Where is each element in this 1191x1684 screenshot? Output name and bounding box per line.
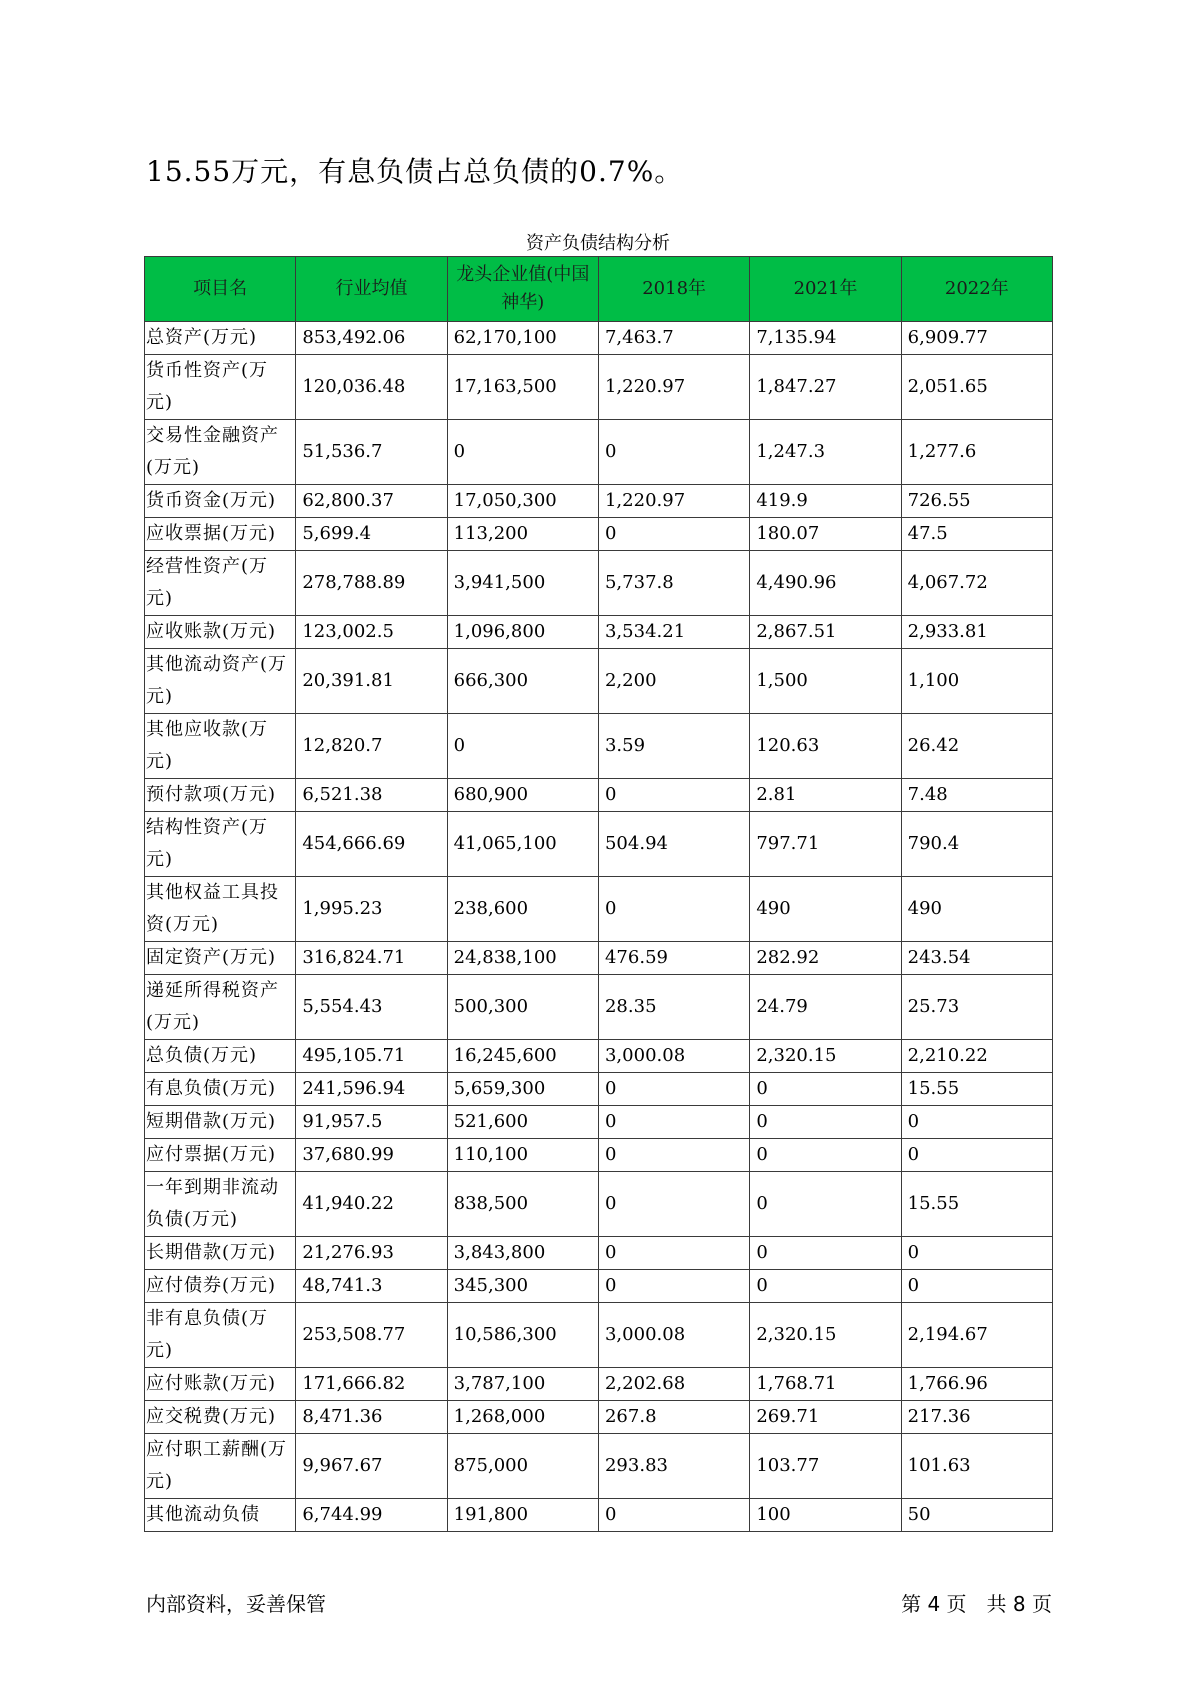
value-cell: 17,163,500 <box>447 355 598 420</box>
value-cell: 2,200 <box>598 649 749 714</box>
value-cell: 0 <box>750 1237 901 1270</box>
value-cell: 0 <box>901 1270 1052 1303</box>
value-cell: 15.55 <box>901 1073 1052 1106</box>
value-cell: 4,067.72 <box>901 551 1052 616</box>
value-cell: 500,300 <box>447 975 598 1040</box>
row-label: 经营性资产(万元) <box>145 551 296 616</box>
value-cell: 62,170,100 <box>447 322 598 355</box>
row-label: 应付账款(万元) <box>145 1368 296 1401</box>
value-cell: 0 <box>598 420 749 485</box>
value-cell: 2,933.81 <box>901 616 1052 649</box>
value-cell: 7,135.94 <box>750 322 901 355</box>
value-cell: 21,276.93 <box>296 1237 447 1270</box>
table-row <box>145 518 1053 551</box>
value-cell: 16,245,600 <box>447 1040 598 1073</box>
value-cell: 490 <box>901 877 1052 942</box>
value-cell: 41,065,100 <box>447 812 598 877</box>
value-cell: 5,554.43 <box>296 975 447 1040</box>
value-cell: 726.55 <box>901 485 1052 518</box>
value-cell: 2.81 <box>750 779 901 812</box>
value-cell: 1,100 <box>901 649 1052 714</box>
value-cell: 180.07 <box>750 518 901 551</box>
value-cell: 103.77 <box>750 1434 901 1499</box>
table-header-row <box>145 257 1053 322</box>
value-cell: 243.54 <box>901 942 1052 975</box>
value-cell: 24.79 <box>750 975 901 1040</box>
value-cell: 101.63 <box>901 1434 1052 1499</box>
table-row <box>145 1172 1053 1237</box>
balance-sheet-table <box>144 256 1053 1532</box>
row-label: 固定资产(万元) <box>145 942 296 975</box>
value-cell: 7.48 <box>901 779 1052 812</box>
footer-confidential-note: 内部资料，妥善保管 <box>146 1592 326 1616</box>
table-row <box>145 877 1053 942</box>
row-label: 应收账款(万元) <box>145 616 296 649</box>
table-row <box>145 779 1053 812</box>
value-cell: 17,050,300 <box>447 485 598 518</box>
row-label: 应付债券(万元) <box>145 1270 296 1303</box>
header-cell: 2022年 <box>901 257 1052 322</box>
value-cell: 1,220.97 <box>598 485 749 518</box>
value-cell: 3,534.21 <box>598 616 749 649</box>
value-cell: 113,200 <box>447 518 598 551</box>
value-cell: 666,300 <box>447 649 598 714</box>
table-row <box>145 1073 1053 1106</box>
table-row <box>145 812 1053 877</box>
row-label: 有息负债(万元) <box>145 1073 296 1106</box>
value-cell: 0 <box>901 1106 1052 1139</box>
table-row <box>145 1139 1053 1172</box>
header-cell: 2021年 <box>750 257 901 322</box>
value-cell: 51,536.7 <box>296 420 447 485</box>
value-cell: 217.36 <box>901 1401 1052 1434</box>
value-cell: 12,820.7 <box>296 714 447 779</box>
value-cell: 9,967.67 <box>296 1434 447 1499</box>
value-cell: 1,768.71 <box>750 1368 901 1401</box>
value-cell: 2,210.22 <box>901 1040 1052 1073</box>
value-cell: 2,202.68 <box>598 1368 749 1401</box>
value-cell: 241,596.94 <box>296 1073 447 1106</box>
value-cell: 5,659,300 <box>447 1073 598 1106</box>
table-row <box>145 1401 1053 1434</box>
value-cell: 345,300 <box>447 1270 598 1303</box>
value-cell: 120,036.48 <box>296 355 447 420</box>
value-cell: 2,867.51 <box>750 616 901 649</box>
value-cell: 0 <box>598 518 749 551</box>
table-row <box>145 1270 1053 1303</box>
value-cell: 0 <box>598 1237 749 1270</box>
value-cell: 2,320.15 <box>750 1303 901 1368</box>
value-cell: 495,105.71 <box>296 1040 447 1073</box>
value-cell: 15.55 <box>901 1172 1052 1237</box>
value-cell: 8,471.36 <box>296 1401 447 1434</box>
value-cell: 875,000 <box>447 1434 598 1499</box>
value-cell: 1,766.96 <box>901 1368 1052 1401</box>
value-cell: 7,463.7 <box>598 322 749 355</box>
value-cell: 123,002.5 <box>296 616 447 649</box>
row-label: 交易性金融资产(万元) <box>145 420 296 485</box>
value-cell: 521,600 <box>447 1106 598 1139</box>
value-cell: 26.42 <box>901 714 1052 779</box>
value-cell: 3,941,500 <box>447 551 598 616</box>
value-cell: 1,220.97 <box>598 355 749 420</box>
value-cell: 1,096,800 <box>447 616 598 649</box>
table-row <box>145 551 1053 616</box>
value-cell: 316,824.71 <box>296 942 447 975</box>
table-caption: 资产负债结构分析 <box>526 233 670 254</box>
value-cell: 1,500 <box>750 649 901 714</box>
value-cell: 5,699.4 <box>296 518 447 551</box>
row-label: 总负债(万元) <box>145 1040 296 1073</box>
value-cell: 2,194.67 <box>901 1303 1052 1368</box>
value-cell: 490 <box>750 877 901 942</box>
value-cell: 25.73 <box>901 975 1052 1040</box>
table-row <box>145 1368 1053 1401</box>
value-cell: 0 <box>598 1139 749 1172</box>
value-cell: 3,843,800 <box>447 1237 598 1270</box>
value-cell: 0 <box>598 1106 749 1139</box>
value-cell: 0 <box>447 714 598 779</box>
value-cell: 269.71 <box>750 1401 901 1434</box>
row-label: 应收票据(万元) <box>145 518 296 551</box>
value-cell: 0 <box>750 1270 901 1303</box>
table-row <box>145 420 1053 485</box>
value-cell: 0 <box>598 1073 749 1106</box>
value-cell: 62,800.37 <box>296 485 447 518</box>
row-label: 其他流动资产(万元) <box>145 649 296 714</box>
value-cell: 0 <box>598 1270 749 1303</box>
row-label: 递延所得税资产(万元) <box>145 975 296 1040</box>
value-cell: 171,666.82 <box>296 1368 447 1401</box>
value-cell: 100 <box>750 1499 901 1532</box>
header-cell: 2018年 <box>598 257 749 322</box>
value-cell: 1,247.3 <box>750 420 901 485</box>
table-row <box>145 1237 1053 1270</box>
value-cell: 2,320.15 <box>750 1040 901 1073</box>
value-cell: 476.59 <box>598 942 749 975</box>
header-cell: 龙头企业值(中国神华) <box>447 257 598 322</box>
table-row <box>145 355 1053 420</box>
value-cell: 1,268,000 <box>447 1401 598 1434</box>
value-cell: 1,995.23 <box>296 877 447 942</box>
header-cell: 行业均值 <box>296 257 447 322</box>
value-cell: 253,508.77 <box>296 1303 447 1368</box>
value-cell: 3,000.08 <box>598 1303 749 1368</box>
row-label: 其他应收款(万元) <box>145 714 296 779</box>
table-row <box>145 942 1053 975</box>
value-cell: 797.71 <box>750 812 901 877</box>
value-cell: 24,838,100 <box>447 942 598 975</box>
table-row <box>145 322 1053 355</box>
value-cell: 6,909.77 <box>901 322 1052 355</box>
value-cell: 110,100 <box>447 1139 598 1172</box>
value-cell: 0 <box>598 779 749 812</box>
row-label: 其他流动负债 <box>145 1499 296 1532</box>
row-label: 应付职工薪酬(万元) <box>145 1434 296 1499</box>
value-cell: 3,787,100 <box>447 1368 598 1401</box>
value-cell: 47.5 <box>901 518 1052 551</box>
table-row <box>145 1040 1053 1073</box>
value-cell: 50 <box>901 1499 1052 1532</box>
value-cell: 0 <box>901 1237 1052 1270</box>
row-label: 应付票据(万元) <box>145 1139 296 1172</box>
row-label: 结构性资产(万元) <box>145 812 296 877</box>
row-label: 一年到期非流动负债(万元) <box>145 1172 296 1237</box>
row-label: 长期借款(万元) <box>145 1237 296 1270</box>
table-row <box>145 616 1053 649</box>
value-cell: 41,940.22 <box>296 1172 447 1237</box>
value-cell: 0 <box>901 1139 1052 1172</box>
value-cell: 191,800 <box>447 1499 598 1532</box>
value-cell: 5,737.8 <box>598 551 749 616</box>
table-row <box>145 485 1053 518</box>
value-cell: 28.35 <box>598 975 749 1040</box>
value-cell: 0 <box>750 1172 901 1237</box>
row-label: 短期借款(万元) <box>145 1106 296 1139</box>
header-cell: 项目名 <box>145 257 296 322</box>
value-cell: 293.83 <box>598 1434 749 1499</box>
value-cell: 120.63 <box>750 714 901 779</box>
row-label: 货币性资产(万元) <box>145 355 296 420</box>
value-cell: 0 <box>750 1106 901 1139</box>
row-label: 其他权益工具投资(万元) <box>145 877 296 942</box>
table-row <box>145 1106 1053 1139</box>
table-row <box>145 649 1053 714</box>
value-cell: 267.8 <box>598 1401 749 1434</box>
value-cell: 1,277.6 <box>901 420 1052 485</box>
value-cell: 454,666.69 <box>296 812 447 877</box>
value-cell: 853,492.06 <box>296 322 447 355</box>
row-label: 应交税费(万元) <box>145 1401 296 1434</box>
value-cell: 4,490.96 <box>750 551 901 616</box>
value-cell: 6,744.99 <box>296 1499 447 1532</box>
value-cell: 0 <box>598 1499 749 1532</box>
value-cell: 37,680.99 <box>296 1139 447 1172</box>
row-label: 非有息负债(万元) <box>145 1303 296 1368</box>
intro-text: 15.55万元，有息负债占总负债的0.7%。 <box>146 155 684 188</box>
row-label: 总资产(万元) <box>145 322 296 355</box>
value-cell: 0 <box>750 1139 901 1172</box>
value-cell: 1,847.27 <box>750 355 901 420</box>
footer-page-number: 第 4 页 共 8 页 <box>901 1592 1052 1616</box>
table-row <box>145 1303 1053 1368</box>
value-cell: 419.9 <box>750 485 901 518</box>
value-cell: 0 <box>750 1073 901 1106</box>
value-cell: 48,741.3 <box>296 1270 447 1303</box>
row-label: 货币资金(万元) <box>145 485 296 518</box>
value-cell: 3.59 <box>598 714 749 779</box>
value-cell: 282.92 <box>750 942 901 975</box>
value-cell: 238,600 <box>447 877 598 942</box>
value-cell: 3,000.08 <box>598 1040 749 1073</box>
value-cell: 680,900 <box>447 779 598 812</box>
value-cell: 2,051.65 <box>901 355 1052 420</box>
value-cell: 6,521.38 <box>296 779 447 812</box>
value-cell: 20,391.81 <box>296 649 447 714</box>
value-cell: 504.94 <box>598 812 749 877</box>
row-label: 预付款项(万元) <box>145 779 296 812</box>
value-cell: 0 <box>598 877 749 942</box>
value-cell: 838,500 <box>447 1172 598 1237</box>
table-row <box>145 1434 1053 1499</box>
value-cell: 278,788.89 <box>296 551 447 616</box>
value-cell: 0 <box>598 1172 749 1237</box>
table-row <box>145 714 1053 779</box>
table-row <box>145 975 1053 1040</box>
table-row <box>145 1499 1053 1532</box>
value-cell: 0 <box>447 420 598 485</box>
value-cell: 10,586,300 <box>447 1303 598 1368</box>
value-cell: 790.4 <box>901 812 1052 877</box>
value-cell: 91,957.5 <box>296 1106 447 1139</box>
